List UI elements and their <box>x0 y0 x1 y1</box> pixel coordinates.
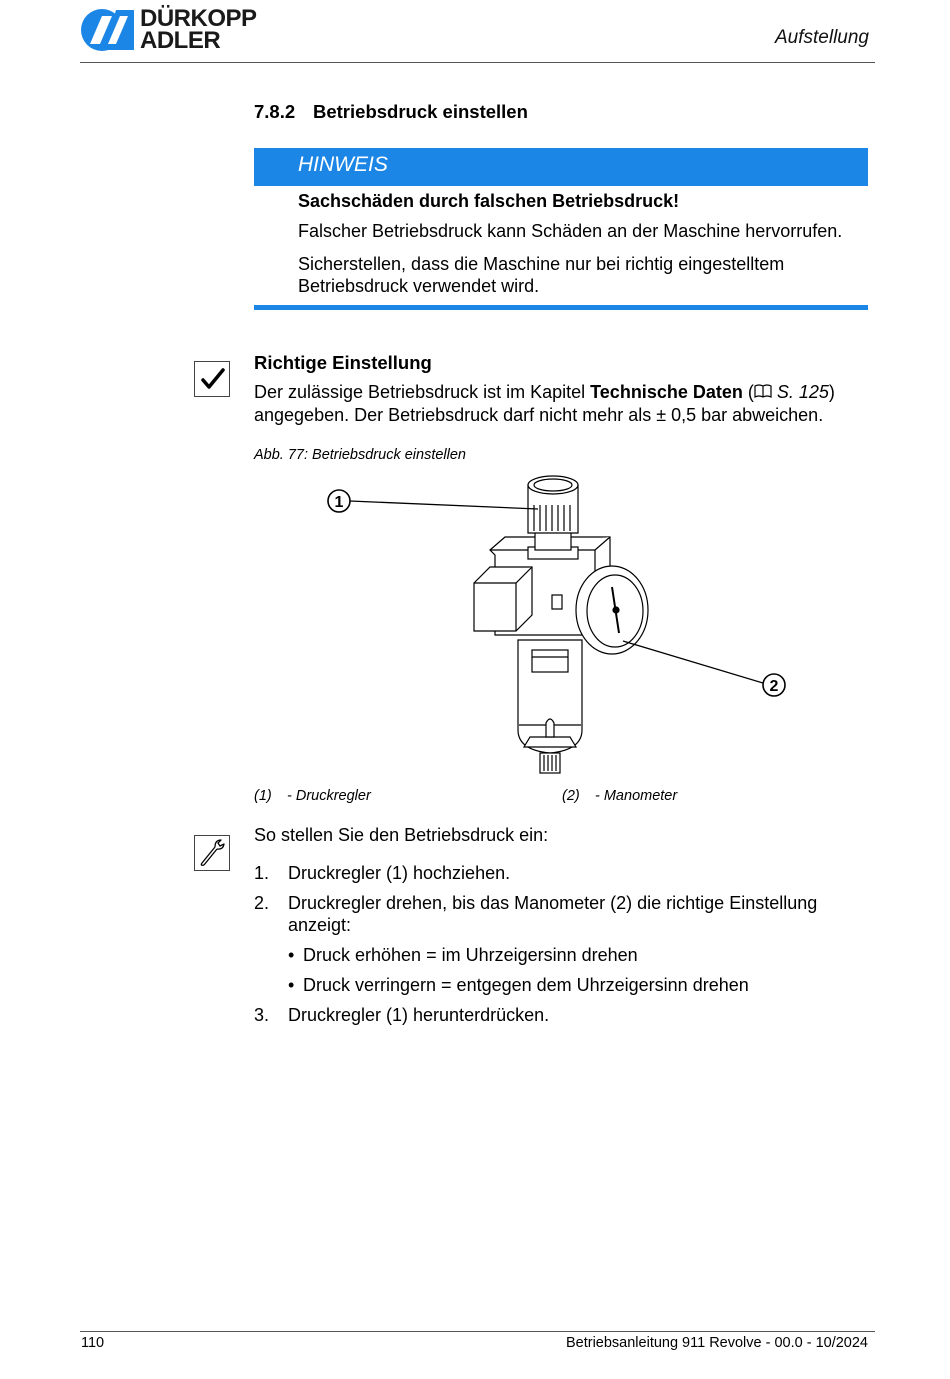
header-divider <box>80 62 875 63</box>
notice-banner <box>254 148 868 186</box>
checkmark-box <box>194 361 230 397</box>
duerkopp-adler-logo-icon <box>80 8 136 52</box>
correct-setting-text <box>254 381 874 427</box>
bullet-item <box>288 944 874 966</box>
correct-setting-title: Richtige Einstellung <box>254 352 432 373</box>
pressure-regulator-illustration <box>320 475 800 785</box>
footer-divider <box>80 1331 875 1332</box>
logo-text <box>140 5 257 54</box>
section-heading <box>254 101 528 123</box>
callout-2-label: 2 <box>769 678 779 695</box>
notice-text-1: Falscher Betriebsdruck kann Schäden an der Maschine hervorrufen. <box>298 221 843 241</box>
company-logo <box>80 5 280 54</box>
wrench-icon <box>195 836 229 870</box>
step-number: 1. <box>254 863 270 883</box>
step-item <box>254 1004 874 1026</box>
legend-label: - Manometer <box>595 788 678 804</box>
step-item <box>254 892 874 936</box>
step-number: 2. <box>254 893 270 913</box>
correct-paren-open: ( <box>742 382 754 402</box>
logo-line-2: ADLER <box>140 27 221 54</box>
callout-1 <box>328 490 538 512</box>
figure-caption: Abb. 77: Betriebsdruck einstellen <box>254 447 466 463</box>
bullet-text: Druck verringern = entgegen dem Uhrzeigersinn drehen <box>303 975 749 995</box>
instruction-steps <box>254 862 874 1034</box>
legend-item <box>254 788 371 804</box>
legend-label: - Druckregler <box>287 788 371 804</box>
section-number: 7.8.2 <box>254 101 296 122</box>
wrench-box <box>194 835 230 871</box>
checkmark-icon <box>195 362 229 396</box>
document-reference: Betriebsanleitung 911 Revolve - 00.0 - 10/2024 <box>565 1335 868 1351</box>
chapter-title: Aufstellung <box>774 27 869 48</box>
step-item <box>254 862 874 884</box>
callout-1-label: 1 <box>334 494 344 511</box>
step-number: 3. <box>254 1005 270 1025</box>
step-text: Druckregler (1) herunterdrücken. <box>288 1005 550 1025</box>
bullet-item <box>288 974 874 996</box>
legend-number: (2) <box>562 788 580 804</box>
bullet-text: Druck erhöhen = im Uhrzeigersinn drehen <box>303 945 638 965</box>
bullet-mark: • <box>288 945 295 965</box>
notice-body <box>298 190 878 308</box>
step-text: Druckregler drehen, bis das Manometer (2) die richtige Einstellung anzeigt: <box>288 893 818 935</box>
instructions-intro: So stellen Sie den Betriebsdruck ein: <box>254 825 549 845</box>
notice-text-2: Sicherstellen, dass die Maschine nur bei richtig eingestelltem Betriebsdruck verwendet wird. <box>298 254 785 296</box>
notice-heading: Sachschäden durch falschen Betriebsdruck! <box>298 191 680 211</box>
legend-item <box>562 788 677 804</box>
page-reference[interactable]: S. 125 <box>776 382 829 402</box>
notice-bottom-rule <box>254 305 868 310</box>
callout-2 <box>623 641 785 696</box>
page-number: 110 <box>81 1335 105 1351</box>
legend-number: (1) <box>254 788 272 804</box>
section-title: Betriebsdruck einstellen <box>313 101 528 122</box>
technical-data-link-text: Technische Daten <box>590 382 743 402</box>
logo-line-1: DÜRKOPP <box>140 5 257 32</box>
bullet-mark: • <box>288 975 295 995</box>
correct-text-before: Der zulässige Betriebsdruck ist im Kapitel <box>254 382 591 402</box>
step-text: Druckregler (1) hochziehen. <box>288 863 511 883</box>
book-icon <box>754 384 772 399</box>
correct-text-after: ) angegeben. Der Betriebsdruck darf nicht mehr als ± 0,5 bar abweichen. <box>254 382 835 425</box>
pressure-regulator-figure <box>320 475 800 785</box>
notice-label: HINWEIS <box>298 153 388 176</box>
